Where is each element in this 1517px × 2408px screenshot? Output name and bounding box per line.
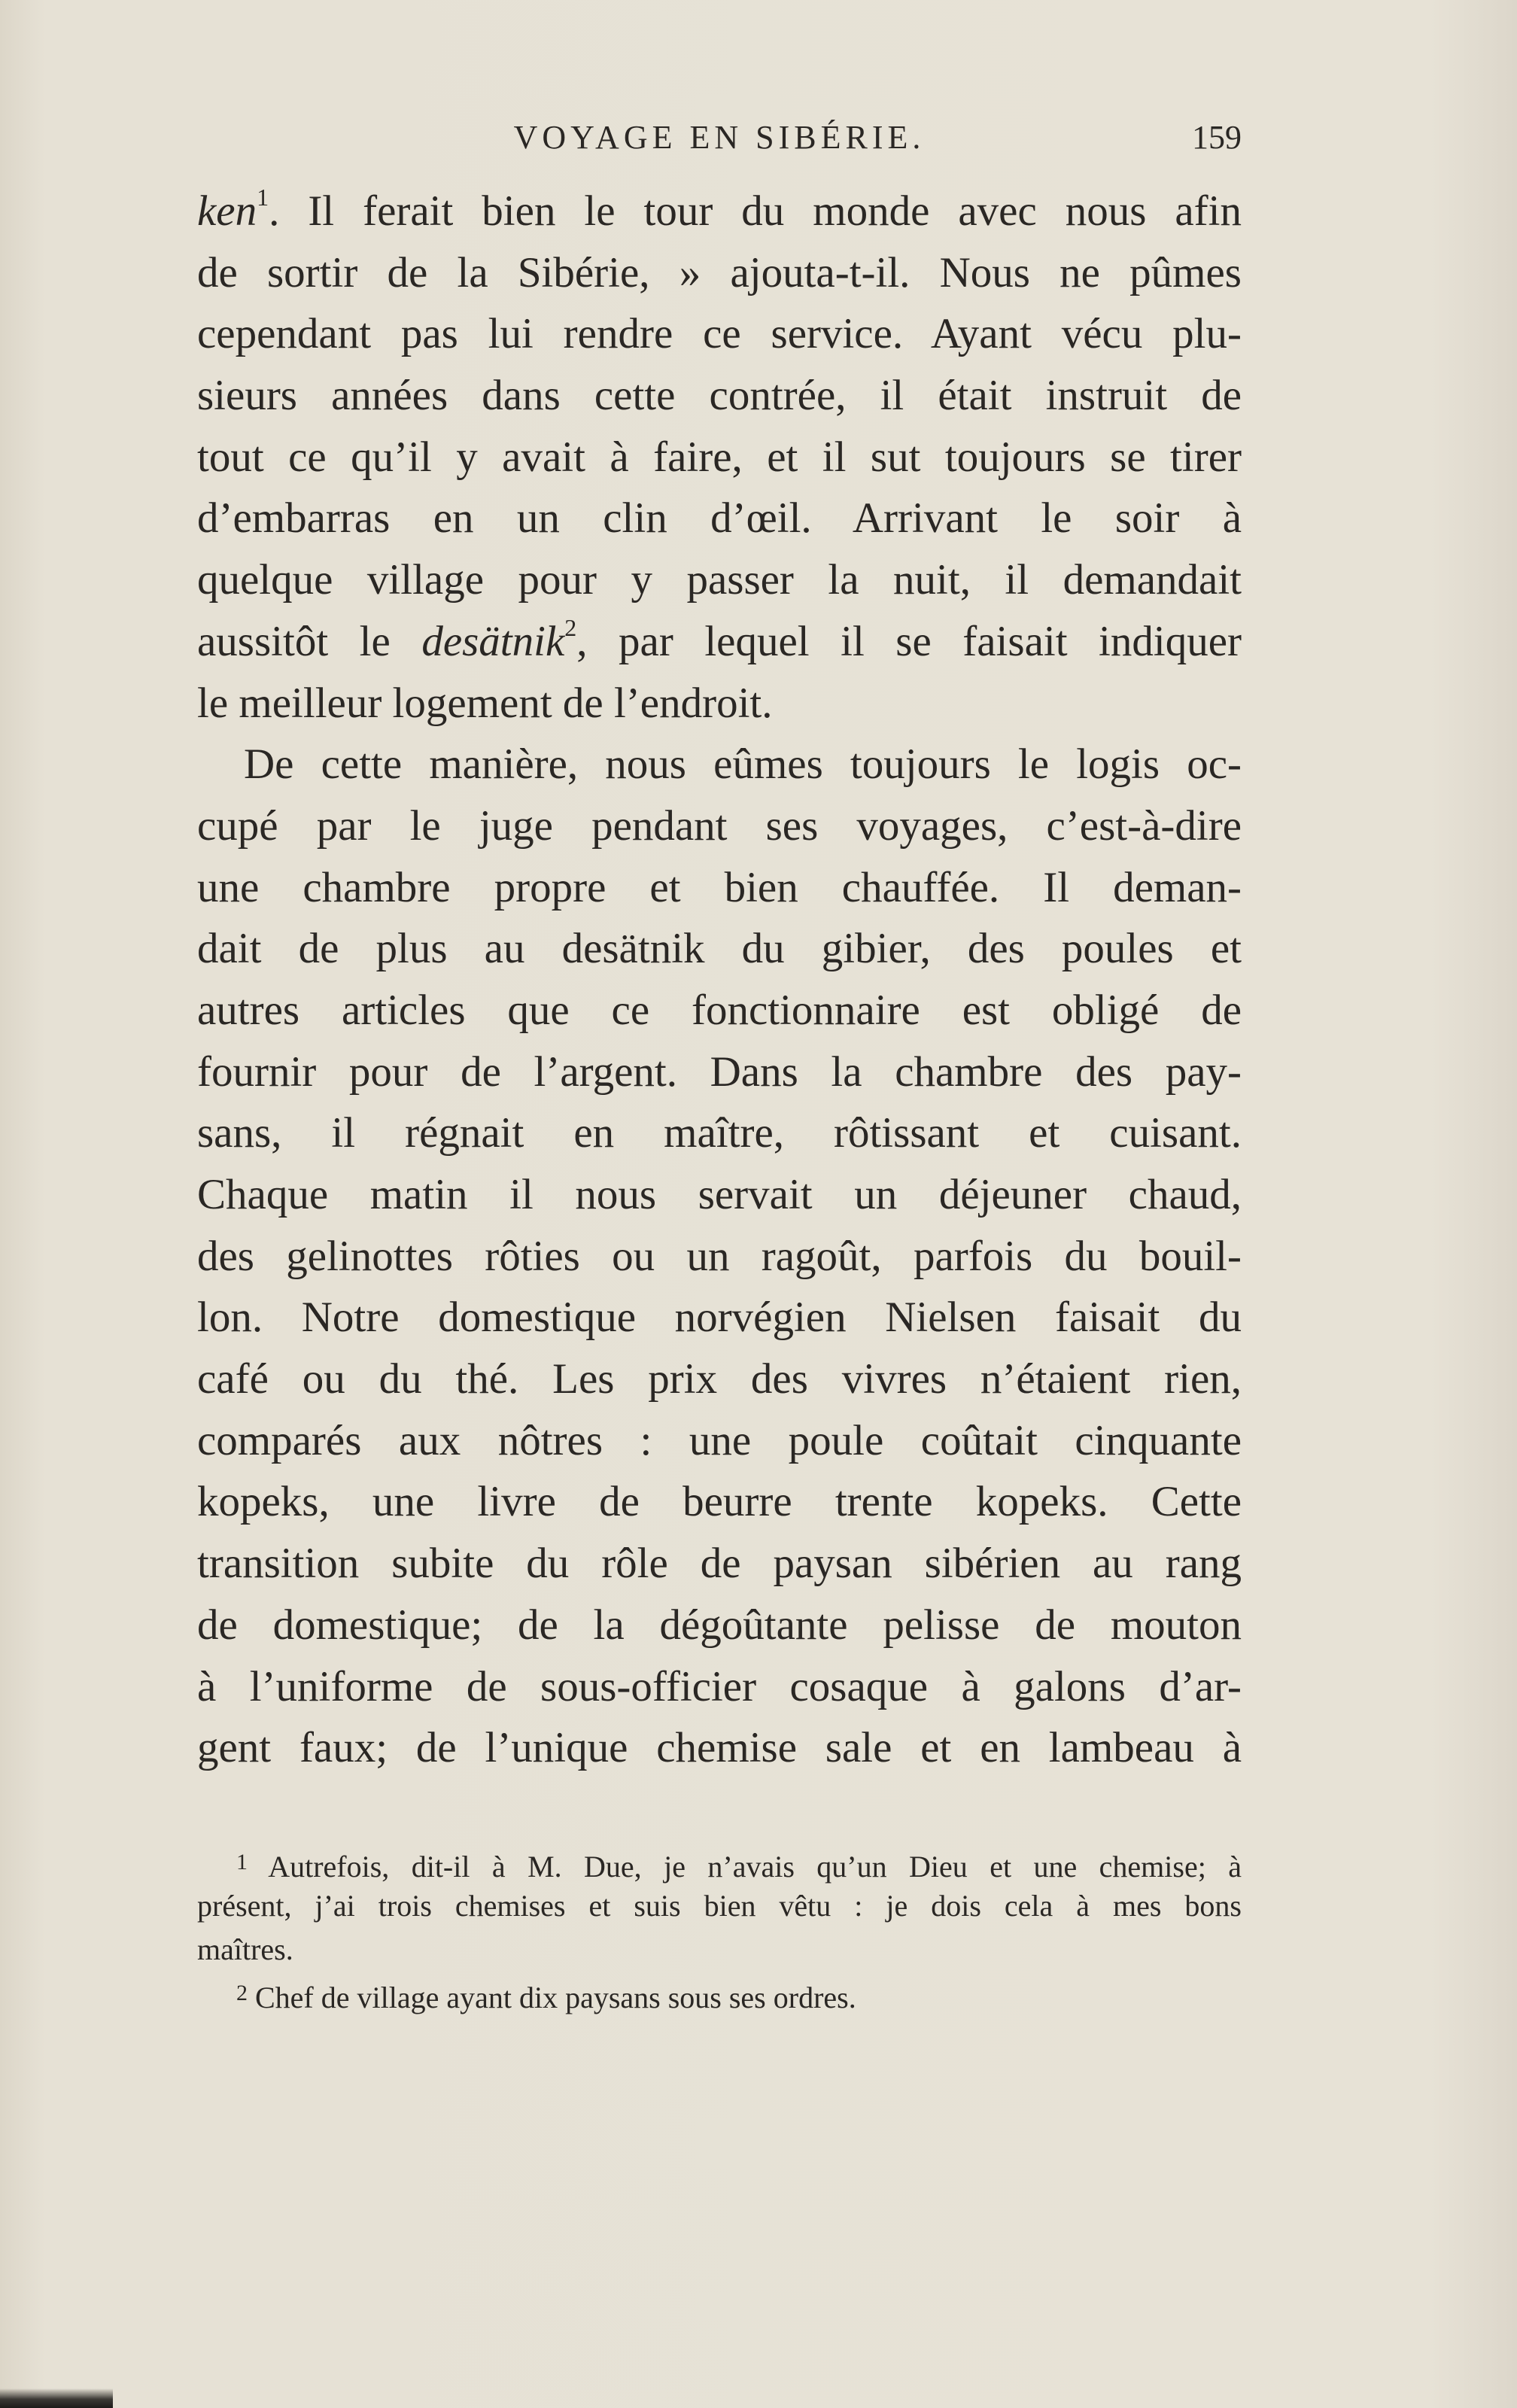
footnote-ref-1: 1 [257,184,269,211]
paragraph-first-line: De cette manière, nous eûmes toujours le logis oc- [244,740,1242,789]
text-line: comparés aux nôtres : une poule coûtait cinquante [197,1416,1242,1464]
footnote-marker-2: 2 [236,1981,248,2005]
text-line: de domestique; de la dégoûtante pelisse de mouton [197,1601,1242,1649]
footnote-2-line [197,1972,1242,2015]
text-line: sieurs années dans cette contrée, il était instruit de [197,372,1242,420]
text-line: des gelinottes rôties ou un ragoût, parfois du bouil- [197,1232,1242,1280]
text-line: kopeks, une livre de beurre trente kopeks. Cette [197,1478,1242,1526]
footnotes [197,1841,1242,2015]
text-line: de sortir de la Sibérie, » ajouta-t-il. Nous ne pûmes [197,248,1242,296]
text-line: autres articles que ce fonctionnaire est obligé de [197,986,1242,1034]
text-line: lon. Notre domestique norvégien Nielsen faisait du [197,1294,1242,1342]
text-line: une chambre propre et bien chauffée. Il deman- [197,863,1242,911]
footnote-marker-1: 1 [236,1850,248,1874]
page-header [197,111,1242,164]
text-line: gent faux; de l’unique chemise sale et en lambeau à [197,1724,1242,1772]
footnote-1-line: présent, j’ai trois chemises et suis bien vêtu : je dois cela à mes bons [197,1889,1242,1923]
footnote-1-line [197,1841,1242,1884]
text-line: café ou du thé. Les prix des vivres n’étaient rien, [197,1355,1242,1403]
text-line [197,181,1242,242]
footnote-ref-2: 2 [564,613,577,641]
text-line: à l’uniforme de sous-officier cosaque à galons d’ar- [197,1662,1242,1710]
text-line: cupé par le juge pendant ses voyages, c’est-à-dire [197,801,1242,850]
footnote-text: Chef de village ayant dix paysans sous ses ordres. [255,1981,856,2014]
footnote-1-line: maîtres. [197,1932,293,1966]
text-span: . Il ferait bien le tour du monde avec nous afin [269,187,1242,235]
italic-word: ken [197,187,257,235]
text-span: aussitôt le [197,617,422,665]
text-line: transition subite du rôle de paysan sibérien au rang [197,1540,1242,1588]
text-line: sans, il régnait en maître, rôtissant et cuisant. [197,1109,1242,1157]
text-line: tout ce qu’il y avait à faire, et il sut toujours se tirer [197,433,1242,481]
page-number: 159 [1192,119,1242,156]
paragraph-last-line: le meilleur logement de l’endroit. [197,679,773,727]
text-line: d’embarras en un clin d’œil. Arrivant le soir à [197,494,1242,543]
footnote-text: Autrefois, dit-il à M. Due, je n’avais qu’un Dieu et une chemise; à [268,1850,1242,1884]
text-line: dait de plus au desätnik du gibier, des poules et [197,925,1242,973]
text-line: fournir pour de l’argent. Dans la chambre des pay- [197,1047,1242,1096]
text-line: quelque village pour y passer la nuit, il demandait [197,556,1242,604]
text-line [197,611,1242,673]
scan-edge-shadow [0,2388,113,2408]
italic-word: desätnik [421,617,565,665]
body-text [197,181,1242,1779]
running-title: VOYAGE EN SIBÉRIE. [513,119,926,156]
text-line: cependant pas lui rendre ce service. Ayant vécu plu- [197,310,1242,358]
text-line: Chaque matin il nous servait un déjeuner chaud, [197,1171,1242,1218]
text-span: , par lequel il se faisait indiquer [576,617,1242,665]
